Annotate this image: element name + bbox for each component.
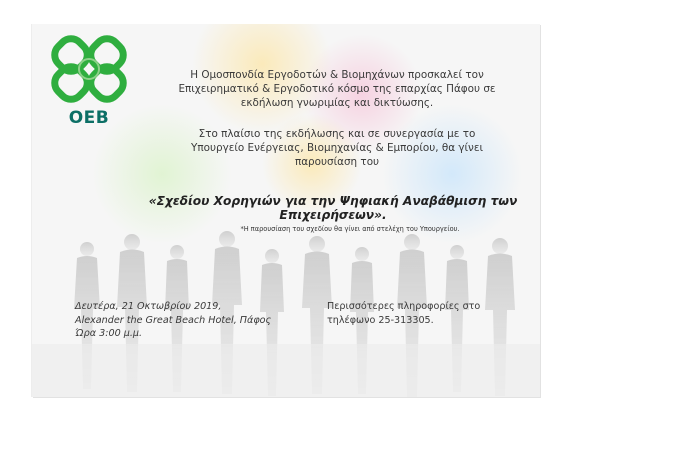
context-line: Υπουργείο Ενέργειας, Βιομηχανίας & Εμπορίου, θα γίνει xyxy=(191,142,483,154)
event-details xyxy=(75,300,305,341)
intro-line: Η Ομοσπονδία Εργοδοτών & Βιομηχάνων προσκαλεί τον xyxy=(190,69,484,81)
intro-line: εκδήλωση γνωριμίας και δικτύωσης. xyxy=(240,97,434,109)
oeb-logo xyxy=(44,30,134,142)
event-venue: Alexander the Great Beach Hotel, Πάφος xyxy=(75,314,272,326)
plan-title-line: Επιχειρήσεων». xyxy=(279,208,387,222)
event-date: Δευτέρα, 21 Οκτωβρίου 2019, xyxy=(75,301,222,312)
contact-info xyxy=(327,300,527,327)
contact-line: Περισσότερες πληροφορίες στο xyxy=(327,301,481,312)
context-line: Στο πλαίσιο της εκδήλωσης και σε συνεργασία με το xyxy=(198,128,476,140)
presentation-note: *Η παρουσίαση του σχεδίου θα γίνει από στελέχη του Υπουργείου. xyxy=(240,225,460,233)
contact-phone: τηλέφωνο 25-313305. xyxy=(327,314,434,326)
invitation-card xyxy=(32,24,540,397)
intro-line: Επιχειρηματικό & Εργοδοτικό κόσμο της επαρχίας Πάφου σε xyxy=(178,83,496,95)
event-time: Ώρα 3:00 μ.μ. xyxy=(75,328,143,339)
context-line: παρουσίαση του xyxy=(294,156,380,168)
intro-paragraph xyxy=(162,68,512,110)
logo-text: OEB xyxy=(68,108,110,128)
bokeh-light xyxy=(382,104,522,244)
floor-reflection xyxy=(32,344,540,397)
logo-knot-icon xyxy=(44,30,134,110)
context-paragraph xyxy=(162,127,512,169)
plan-title xyxy=(140,194,526,222)
plan-title-line: «Σχεδίου Χορηγιών για την Ψηφιακή Αναβάθμιση των xyxy=(148,194,518,208)
